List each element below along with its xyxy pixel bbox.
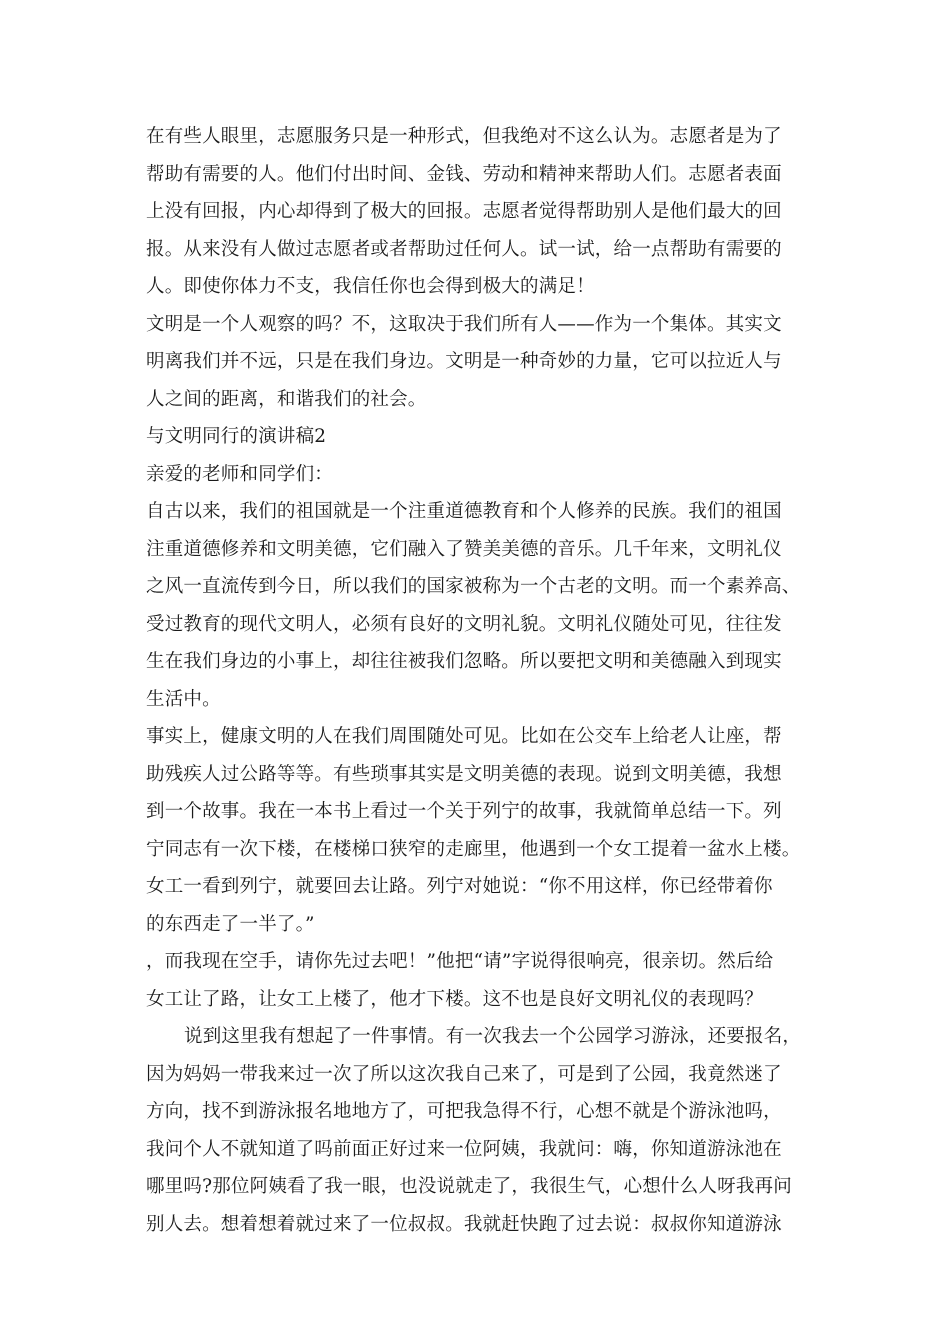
text-line: 上没有回报，内心却得到了极大的回报。志愿者觉得帮助别人是他们最大的回 — [146, 201, 782, 222]
text-line: 事实上，健康文明的人在我们周围随处可见。比如在公交车上给老人让座，帮 — [146, 726, 782, 747]
text-line: 受过教育的现代文明人，必须有良好的文明礼貌。文明礼仪随处可见，往往发 — [146, 613, 782, 635]
text-line: 之风一直流传到今日，所以我们的国家被称为一个古老的文明。而一个素养高、 — [146, 576, 801, 597]
text-line: 人之间的距离，和谐我们的社会。 — [146, 388, 427, 410]
document-body — [146, 118, 808, 1243]
text-line: 别人去。想着想着就过来了一位叔叔。我就赶快跑了过去说：叔叔你知道游泳 — [146, 1213, 782, 1235]
text-line: 文明是一个人观察的吗？不，这取决于我们所有人——作为一个集体。其实文 — [146, 313, 782, 335]
salutation: 亲爱的老师和同学们： — [146, 463, 334, 485]
text-line: 宁同志有一次下楼，在楼梯口狭窄的走廊里，他遇到一个女工提着一盆水上楼。 — [146, 838, 801, 860]
text-line: 帮助有需要的人。他们付出时间、金钱、劳动和精神来帮助人们。志愿者表面 — [146, 163, 782, 185]
text-line: 生活中。 — [146, 688, 221, 710]
text-line: 女工让了路，让女工上楼了，他才下楼。这不也是良好文明礼仪的表现吗？ — [146, 988, 764, 1010]
text-line: 注重道德修养和文明美德，它们融入了赞美美德的音乐。几千年来，文明礼仪 — [146, 538, 782, 560]
text-line: 说到这里我有想起了一件事情。有一次我去一个公园学习游泳，还要报名， — [184, 1026, 802, 1047]
text-line: 女工一看到列宁，就要回去让路。列宁对她说：“你不用这样，你已经带着你 — [146, 876, 773, 897]
text-line: 在有些人眼里，志愿服务只是一种形式，但我绝对不这么认为。志愿者是为了 — [146, 126, 782, 147]
text-line: ，而我现在空手，请你先过去吧！”他把“请”字说得很响亮，很亲切。然后给 — [146, 951, 774, 972]
text-line: 的东西走了一半了。” — [146, 913, 315, 935]
text-line: 明离我们并不远，只是在我们身边。文明是一种奇妙的力量，它可以拉近人与 — [146, 351, 782, 372]
text-line: 我问个人不就知道了吗前面正好过来一位阿姨，我就问：嗨，你知道游泳池在 — [146, 1138, 782, 1160]
section-title: 与文明同行的演讲稿2 — [146, 426, 327, 447]
text-line: 方向，找不到游泳报名地地方了，可把我急得不行，心想不就是个游泳池吗， — [146, 1101, 782, 1122]
text-line: 生在我们身边的小事上，却往往被我们忽略。所以要把文明和美德融入到现实 — [146, 651, 782, 672]
text-line: 人。即使你体力不支，我信任你也会得到极大的满足！ — [146, 276, 595, 297]
text-line: 哪里吗?那位阿姨看了我一眼，也没说就走了，我很生气，心想什么人呀我再问 — [146, 1176, 792, 1197]
text-line: 因为妈妈一带我来过一次了所以这次我自己来了，可是到了公园，我竟然迷了 — [146, 1063, 782, 1085]
text-line: 自古以来，我们的祖国就是一个注重道德教育和个人修养的民族。我们的祖国 — [146, 501, 782, 522]
text-line: 到一个故事。我在一本书上看过一个关于列宁的故事，我就简单总结一下。列 — [146, 801, 782, 822]
text-line: 报。从来没有人做过志愿者或者帮助过任何人。试一试，给一点帮助有需要的 — [146, 238, 782, 260]
text-line: 助残疾人过公路等等。有些琐事其实是文明美德的表现。说到文明美德，我想 — [146, 763, 782, 785]
